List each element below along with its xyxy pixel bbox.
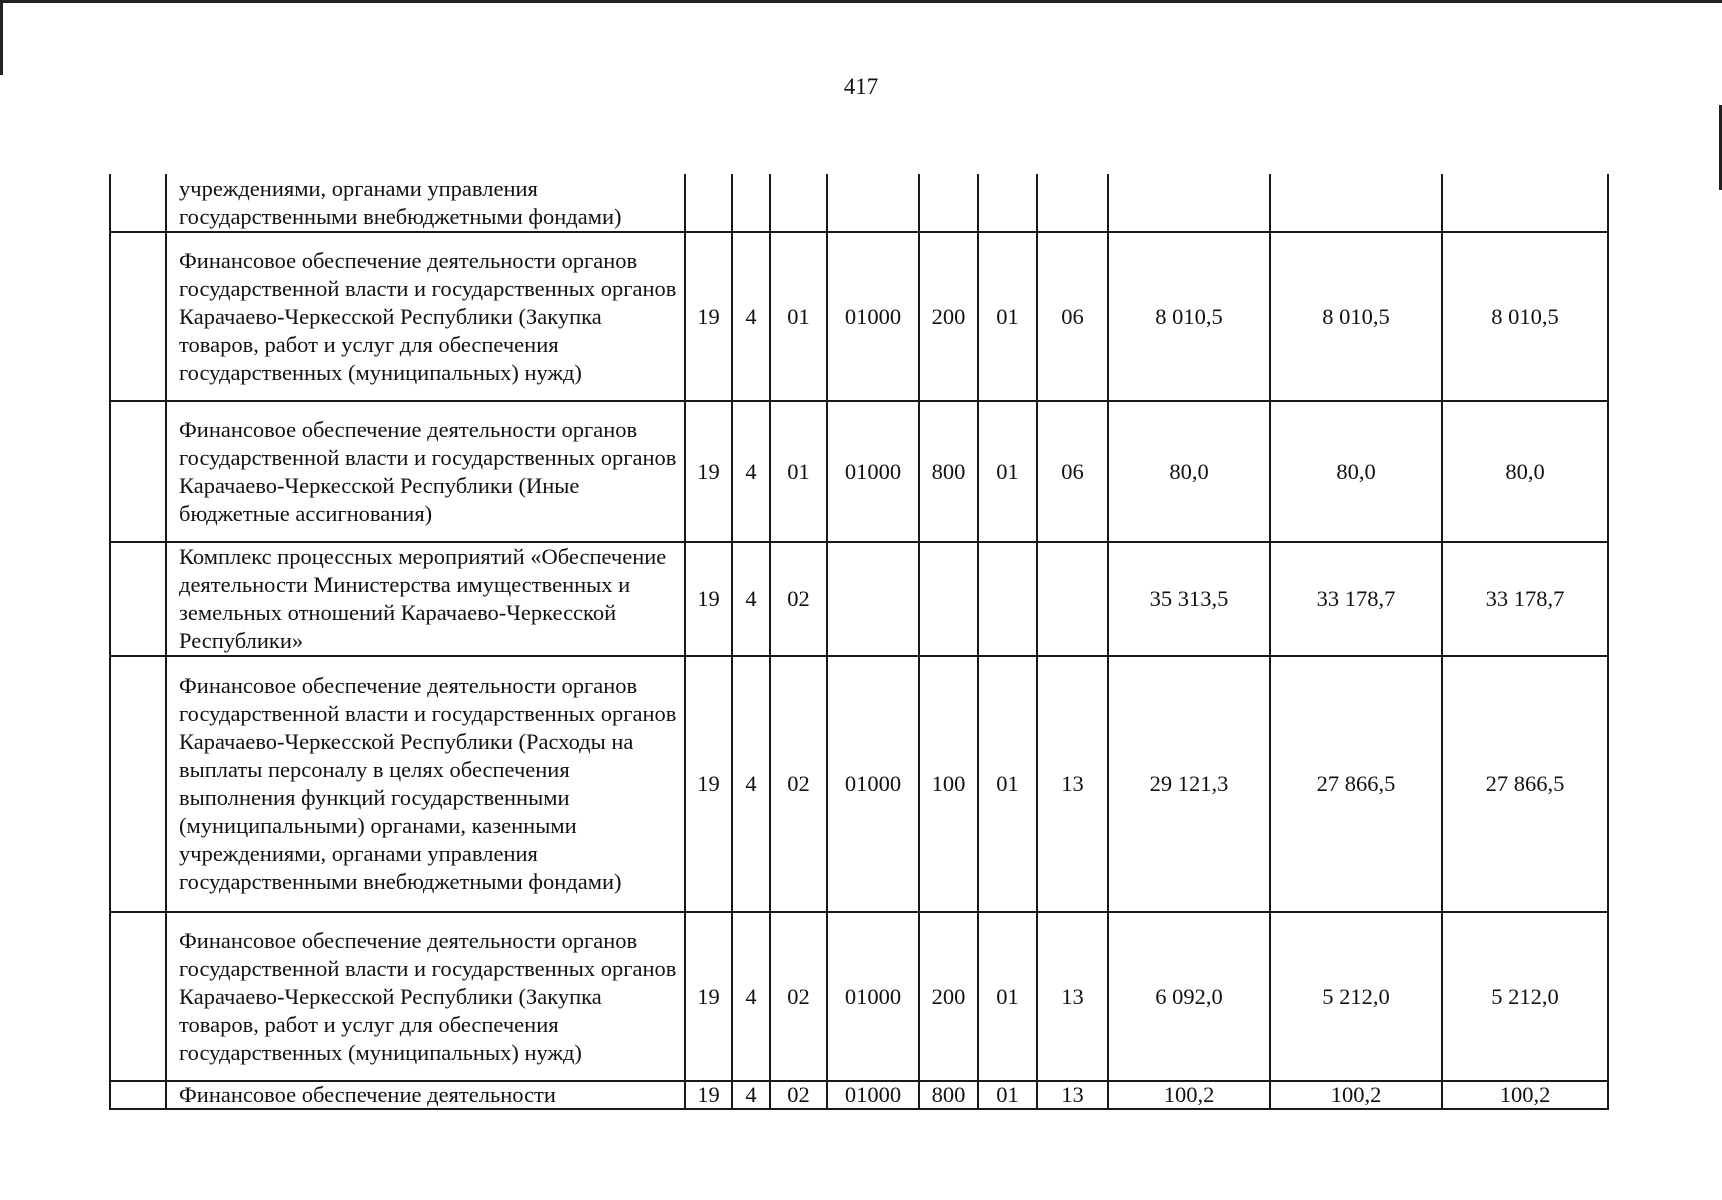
code-cell: 06 (1037, 401, 1108, 542)
description-cell: Финансовое обеспечение деятельности органов государственной власти и государственных органов Карачаево-Черкесской Республики (Расходы на выплаты персоналу в целях обеспечения выполнения функций государственными (муниципальными) органами, казенными учреждениями, органами управления государственными внебюджетными фондами) (166, 656, 685, 912)
amount-cell: 80,0 (1108, 401, 1270, 542)
row-number-cell (110, 174, 166, 232)
code-cell (978, 174, 1037, 232)
code-cell: 01 (770, 401, 827, 542)
amount-cell: 100,2 (1108, 1081, 1270, 1109)
code-cell: 200 (919, 912, 978, 1081)
code-cell (827, 542, 919, 656)
table-row (110, 542, 1608, 656)
amount-cell (1442, 174, 1608, 232)
code-cell: 19 (685, 542, 732, 656)
row-number-cell (110, 656, 166, 912)
code-cell: 01 (978, 656, 1037, 912)
code-cell: 02 (770, 656, 827, 912)
amount-cell: 8 010,5 (1270, 232, 1442, 401)
amount-cell: 29 121,3 (1108, 656, 1270, 912)
table-row (110, 232, 1608, 401)
code-cell: 4 (732, 1081, 770, 1109)
code-cell: 4 (732, 401, 770, 542)
amount-cell: 27 866,5 (1442, 656, 1608, 912)
code-cell: 06 (1037, 232, 1108, 401)
code-cell (1037, 174, 1108, 232)
code-cell: 19 (685, 912, 732, 1081)
code-cell: 4 (732, 232, 770, 401)
code-cell (770, 174, 827, 232)
amount-cell (1108, 174, 1270, 232)
amount-cell: 8 010,5 (1108, 232, 1270, 401)
row-number-cell (110, 542, 166, 656)
code-cell: 01000 (827, 912, 919, 1081)
code-cell (919, 542, 978, 656)
code-cell: 19 (685, 656, 732, 912)
amount-cell: 27 866,5 (1270, 656, 1442, 912)
code-cell (732, 174, 770, 232)
code-cell: 13 (1037, 912, 1108, 1081)
code-cell: 02 (770, 542, 827, 656)
description-cell: Комплекс процессных мероприятий «Обеспечение деятельности Министерства имущественных и земельных отношений Карачаево-Черкесской Республики» (166, 542, 685, 656)
row-number-cell (110, 912, 166, 1081)
code-cell: 19 (685, 1081, 732, 1109)
code-cell: 02 (770, 1081, 827, 1109)
table-row (110, 912, 1608, 1081)
code-cell: 200 (919, 232, 978, 401)
code-cell (1037, 542, 1108, 656)
amount-cell: 5 212,0 (1270, 912, 1442, 1081)
row-number-cell (110, 232, 166, 401)
code-cell (978, 542, 1037, 656)
amount-cell: 80,0 (1270, 401, 1442, 542)
code-cell: 01000 (827, 1081, 919, 1109)
amount-cell: 35 313,5 (1108, 542, 1270, 656)
code-cell: 01000 (827, 401, 919, 542)
amount-cell: 6 092,0 (1108, 912, 1270, 1081)
page-number: 417 (843, 74, 879, 99)
description-cell: учреждениями, органами управления государственными внебюджетными фондами) (166, 174, 685, 232)
description-cell: Финансовое обеспечение деятельности органов государственной власти и государственных органов Карачаево-Черкесской Республики (Закупка товаров, работ и услуг для обеспечения государственных (муниципальных) нужд) (166, 912, 685, 1081)
table-row (110, 1081, 1608, 1109)
description-cell: Финансовое обеспечение деятельности (166, 1081, 685, 1109)
amount-cell: 8 010,5 (1442, 232, 1608, 401)
code-cell: 01 (978, 232, 1037, 401)
code-cell: 19 (685, 232, 732, 401)
code-cell: 13 (1037, 1081, 1108, 1109)
amount-cell: 100,2 (1442, 1081, 1608, 1109)
code-cell: 01 (978, 912, 1037, 1081)
table-row (110, 174, 1608, 232)
scan-edge-top (0, 0, 1722, 3)
code-cell: 01000 (827, 656, 919, 912)
code-cell: 800 (919, 1081, 978, 1109)
table-row (110, 656, 1608, 912)
row-number-cell (110, 401, 166, 542)
code-cell: 100 (919, 656, 978, 912)
code-cell: 4 (732, 912, 770, 1081)
budget-table (109, 174, 1609, 1110)
code-cell: 02 (770, 912, 827, 1081)
code-cell: 01000 (827, 232, 919, 401)
amount-cell: 33 178,7 (1270, 542, 1442, 656)
code-cell: 01 (978, 401, 1037, 542)
code-cell: 01 (978, 1081, 1037, 1109)
table-row (110, 401, 1608, 542)
code-cell: 01 (770, 232, 827, 401)
code-cell: 19 (685, 401, 732, 542)
description-cell: Финансовое обеспечение деятельности органов государственной власти и государственных органов Карачаево-Черкесской Республики (Закупка товаров, работ и услуг для обеспечения государственных (муниципальных) нужд) (166, 232, 685, 401)
amount-cell: 33 178,7 (1442, 542, 1608, 656)
amount-cell: 100,2 (1270, 1081, 1442, 1109)
row-number-cell (110, 1081, 166, 1109)
amount-cell (1270, 174, 1442, 232)
code-cell: 800 (919, 401, 978, 542)
code-cell: 4 (732, 542, 770, 656)
code-cell (919, 174, 978, 232)
description-cell: Финансовое обеспечение деятельности органов государственной власти и государственных органов Карачаево-Черкесской Республики (Иные бюджетные ассигнования) (166, 401, 685, 542)
amount-cell: 5 212,0 (1442, 912, 1608, 1081)
code-cell (685, 174, 732, 232)
code-cell (827, 174, 919, 232)
scan-edge-left (0, 0, 3, 75)
amount-cell: 80,0 (1442, 401, 1608, 542)
code-cell: 13 (1037, 656, 1108, 912)
code-cell: 4 (732, 656, 770, 912)
